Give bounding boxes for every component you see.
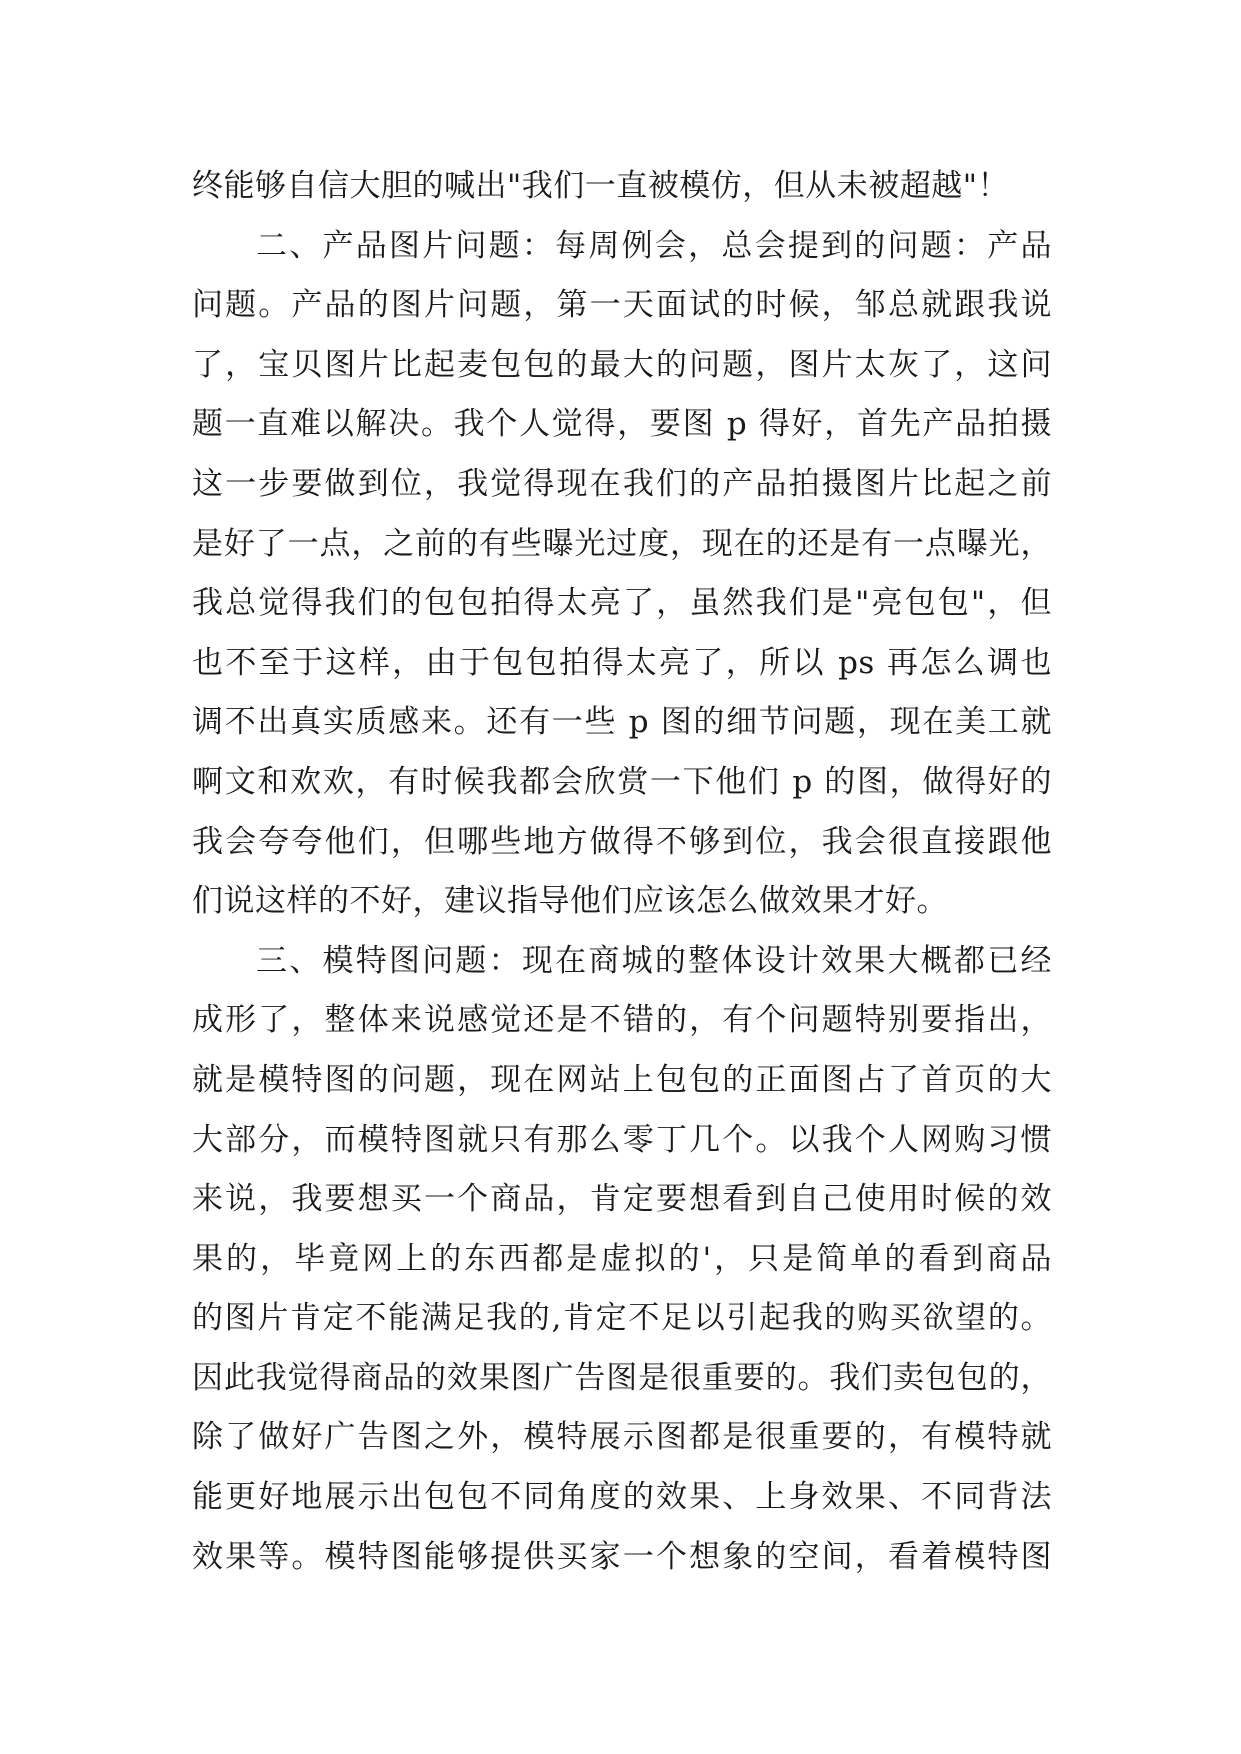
text-line: 除了做好广告图之外，模特展示图都是很重要的，有模特就 (192, 1419, 1052, 1456)
text-line: 终能够自信大胆的喊出"我们一直被模仿，但从未被超越"！ (192, 168, 1010, 204)
text-line: 这一步要做到位，我觉得现在我们的产品拍摄图片比起之前 (192, 465, 1052, 502)
text-line: 们说这样的不好，建议指导他们应该怎么做效果才好。 (192, 883, 948, 920)
text-line: 调不出真实质感来。还有一些 p 图的细节问题，现在美工就 (192, 704, 1052, 741)
text-line: 来说，我要想买一个商品，肯定要想看到自己使用时候的效 (192, 1181, 1052, 1218)
text-line: 果的，毕竟网上的东西都是虚拟的'，只是简单的看到商品 (192, 1240, 1052, 1277)
text-line: 题一直难以解决。我个人觉得，要图 p 得好，首先产品拍摄 (192, 406, 1052, 443)
text-line: 大部分，而模特图就只有那么零丁几个。以我个人网购习惯 (192, 1121, 1052, 1158)
text-line: 成形了，整体来说感觉还是不错的，有个问题特别要指出， (192, 1002, 1052, 1039)
text-line: 因此我觉得商品的效果图广告图是很重要的。我们卖包包的， (192, 1359, 1052, 1396)
text-line: 二、产品图片问题：每周例会，总会提到的问题：产品 (256, 227, 1052, 264)
text-line: 的图片肯定不能满足我的,肯定不足以引起我的购买欲望的。 (192, 1300, 1052, 1337)
text-line: 我会夸夸他们，但哪些地方做得不够到位，我会很直接跟他 (192, 823, 1052, 860)
text-line: 啊文和欢欢，有时候我都会欣赏一下他们 p 的图，做得好的 (192, 763, 1052, 800)
text-line: 就是模特图的问题，现在网站上包包的正面图占了首页的大 (192, 1061, 1052, 1098)
text-line: 我总觉得我们的包包拍得太亮了，虽然我们是"亮包包"，但 (192, 585, 1052, 622)
text-line: 是好了一点，之前的有些曝光过度，现在的还是有一点曝光， (192, 525, 1052, 562)
text-line: 效果等。模特图能够提供买家一个想象的空间，看着模特图 (192, 1538, 1052, 1575)
text-line: 问题。产品的图片问题，第一天面试的时候，邹总就跟我说 (192, 287, 1052, 324)
body-text (192, 157, 1052, 1587)
text-line: 能更好地展示出包包不同角度的效果、上身效果、不同背法 (192, 1479, 1052, 1516)
text-line: 三、模特图问题：现在商城的整体设计效果大概都已经 (256, 942, 1052, 979)
text-line: 了，宝贝图片比起麦包包的最大的问题，图片太灰了，这问 (192, 346, 1052, 383)
text-line: 也不至于这样，由于包包拍得太亮了，所以 ps 再怎么调也 (192, 644, 1052, 681)
